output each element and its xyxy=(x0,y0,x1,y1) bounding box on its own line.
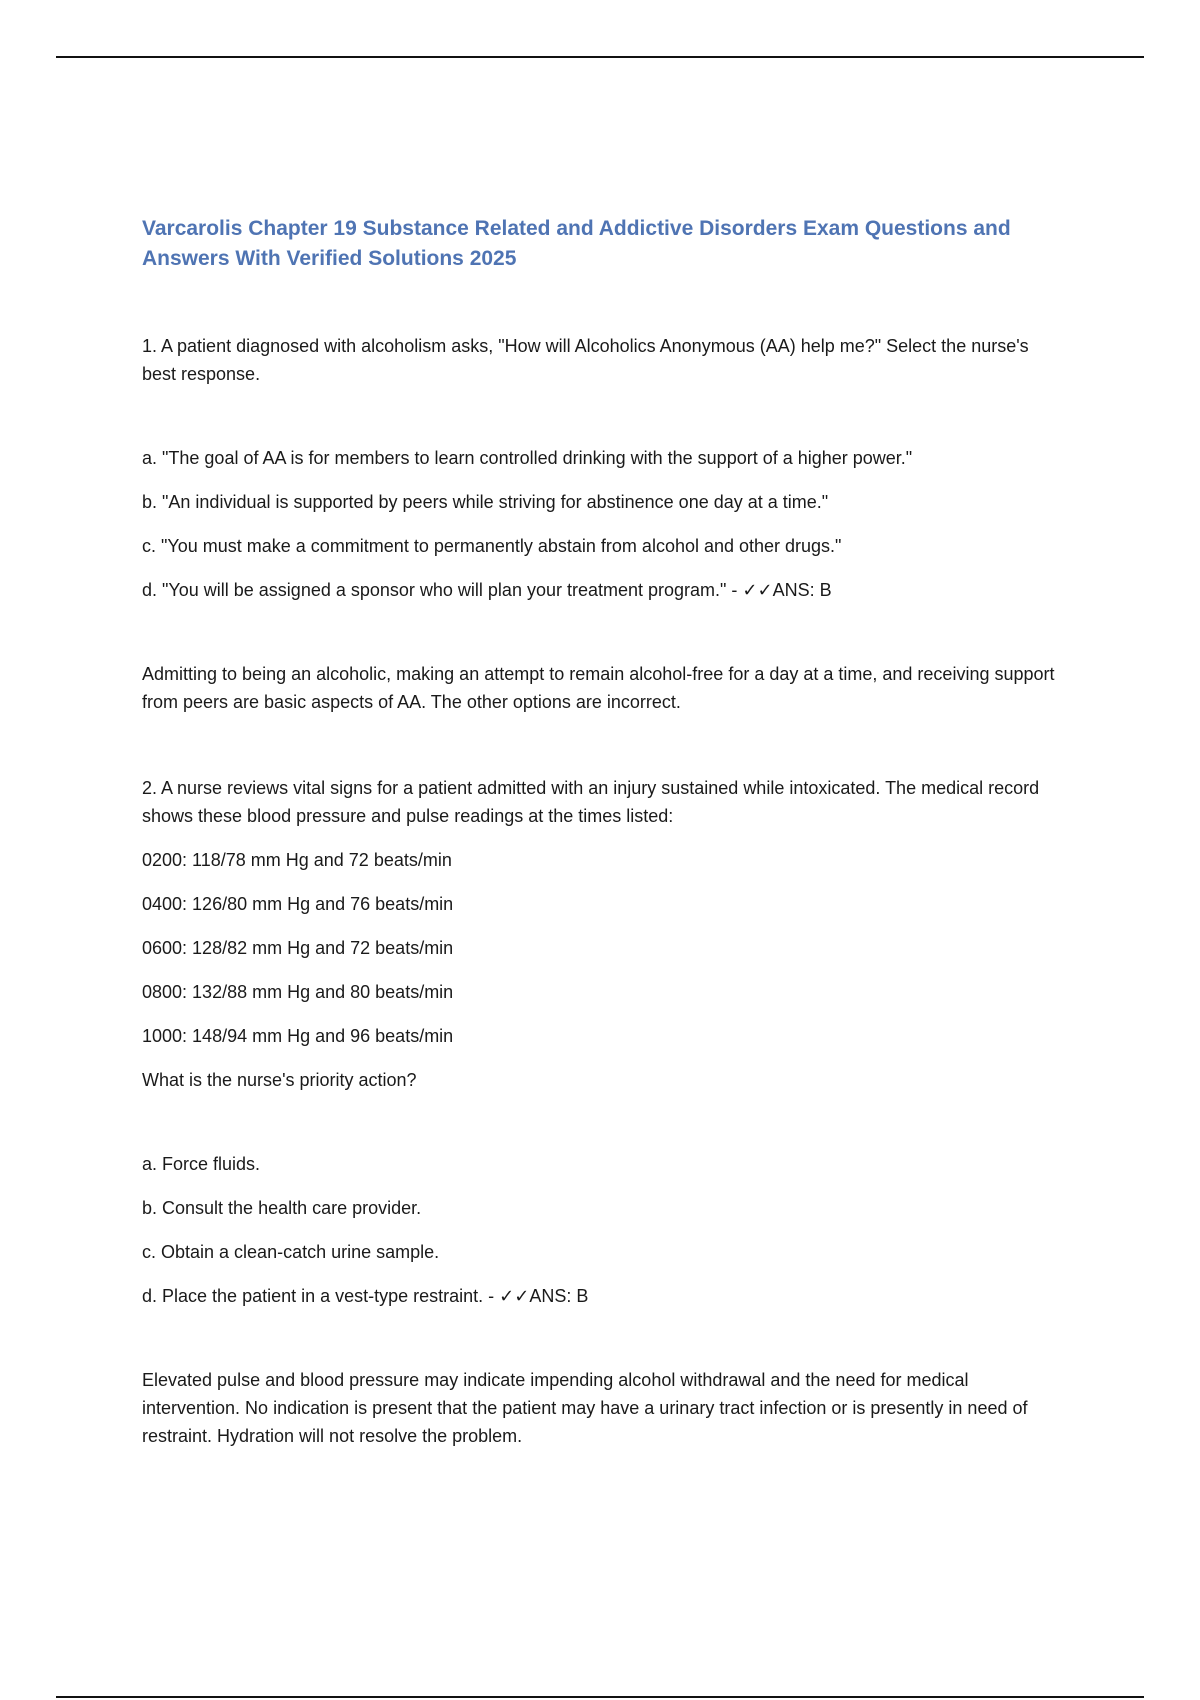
question-1 xyxy=(142,332,1062,716)
question-2-option-b: b. Consult the health care provider. xyxy=(142,1198,422,1218)
question-2-stem: 2. A nurse reviews vital signs for a patient admitted with an injury sustained while intoxicated. The medical record shows these blood pressure and pulse readings at the times listed: xyxy=(142,778,1040,826)
document-title: Varcarolis Chapter 19 Substance Related and Addictive Disorders Exam Questions and Answers With Verified Solutions 2025 xyxy=(142,217,1011,270)
question-2-reading-0800: 0800: 132/88 mm Hg and 80 beats/min xyxy=(142,982,454,1002)
document-body xyxy=(142,214,1062,1450)
question-2-option-d: d. Place the patient in a vest-type restraint. - ✓✓ANS: B xyxy=(142,1286,589,1306)
question-1-option-d: d. "You will be assigned a sponsor who will plan your treatment program." - ✓✓ANS: B xyxy=(142,580,832,600)
question-2-option-c: c. Obtain a clean-catch urine sample. xyxy=(142,1242,440,1262)
footer-rule xyxy=(56,1696,1144,1698)
question-2-reading-0400: 0400: 126/80 mm Hg and 76 beats/min xyxy=(142,894,454,914)
question-2 xyxy=(142,774,1062,1450)
question-1-stem: 1. A patient diagnosed with alcoholism asks, "How will Alcoholics Anonymous (AA) help me?" Select the nurse's best response. xyxy=(142,336,1029,384)
question-2-rationale: Elevated pulse and blood pressure may indicate impending alcohol withdrawal and the need for medical intervention. No indication is present that the patient may have a urinary tract infection or is presently in need of restraint. Hydration will not resolve the problem. xyxy=(142,1370,1028,1446)
question-2-prompt: What is the nurse's priority action? xyxy=(142,1070,417,1090)
question-2-option-a: a. Force fluids. xyxy=(142,1154,261,1174)
question-1-option-b: b. "An individual is supported by peers while striving for abstinence one day at a time." xyxy=(142,492,829,512)
question-2-reading-1000: 1000: 148/94 mm Hg and 96 beats/min xyxy=(142,1026,454,1046)
question-1-option-a: a. "The goal of AA is for members to learn controlled drinking with the support of a higher power." xyxy=(142,448,913,468)
question-1-option-c: c. "You must make a commitment to permanently abstain from alcohol and other drugs." xyxy=(142,536,842,556)
header-rule xyxy=(56,56,1144,58)
question-2-reading-0200: 0200: 118/78 mm Hg and 72 beats/min xyxy=(142,850,452,870)
question-2-reading-0600: 0600: 128/82 mm Hg and 72 beats/min xyxy=(142,938,454,958)
question-1-rationale: Admitting to being an alcoholic, making an attempt to remain alcohol-free for a day at a time, and receiving support from peers are basic aspects of AA. The other options are incorrect. xyxy=(142,664,1055,712)
